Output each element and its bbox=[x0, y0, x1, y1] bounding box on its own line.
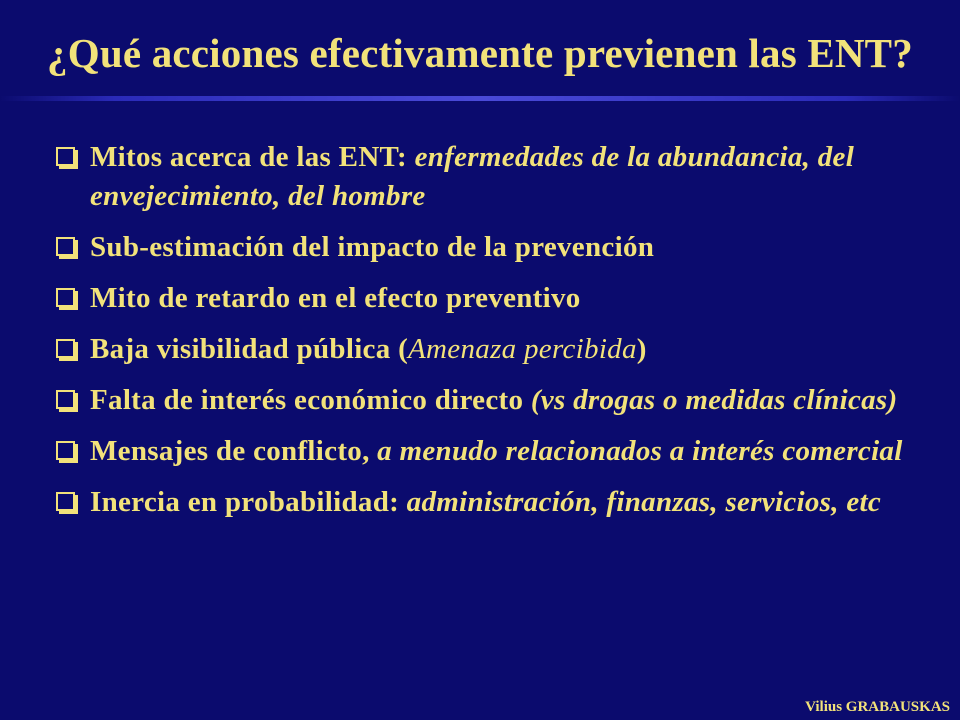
bullet-italic-text: (vs drogas o medidas clínicas) bbox=[530, 384, 898, 416]
checkbox-square-icon bbox=[56, 492, 75, 511]
bullet-text: Falta de interés económico directo bbox=[90, 384, 531, 416]
checkbox-square-icon bbox=[56, 390, 75, 409]
bullet-text: Sub-estimación del impacto de la prevención bbox=[90, 231, 655, 263]
bullet-item bbox=[56, 483, 956, 522]
bullet-item bbox=[56, 330, 956, 369]
bullet-text-after: ) bbox=[636, 333, 647, 365]
title-divider bbox=[0, 96, 960, 101]
bullet-item bbox=[56, 138, 956, 216]
bullet-italic-text: administración, finanzas, servicios, etc bbox=[406, 486, 882, 518]
bullet-item bbox=[56, 432, 956, 471]
checkbox-square-icon bbox=[56, 339, 75, 358]
bullet-item bbox=[56, 381, 956, 420]
bullet-italic-text: enfermedades de la abundancia, del envejecimiento, del hombre bbox=[90, 141, 855, 212]
bullet-italic-text: a menudo relacionados a interés comercial bbox=[377, 435, 903, 467]
checkbox-square-icon bbox=[56, 288, 75, 307]
checkbox-square-icon bbox=[56, 147, 75, 166]
checkbox-square-icon bbox=[56, 237, 75, 256]
bullet-italic-text: Amenaza percibida bbox=[408, 333, 637, 365]
author-credit: Vilius GRABAUSKAS bbox=[805, 699, 950, 715]
bullet-text: Mensajes de conflicto, bbox=[90, 435, 378, 467]
bullet-item bbox=[56, 228, 956, 267]
bullet-text: Mitos acerca de las ENT: bbox=[90, 141, 415, 173]
bullet-text: Mito de retardo en el efecto preventivo bbox=[90, 282, 581, 314]
slide-title: ¿Qué acciones efectivamente previenen las ENT? bbox=[47, 30, 913, 76]
bullet-item bbox=[56, 279, 956, 318]
bullet-list bbox=[56, 138, 956, 534]
bullet-text: Inercia en probabilidad: bbox=[90, 486, 407, 518]
bullet-text: Baja visibilidad pública ( bbox=[90, 333, 409, 365]
checkbox-square-icon bbox=[56, 441, 75, 460]
